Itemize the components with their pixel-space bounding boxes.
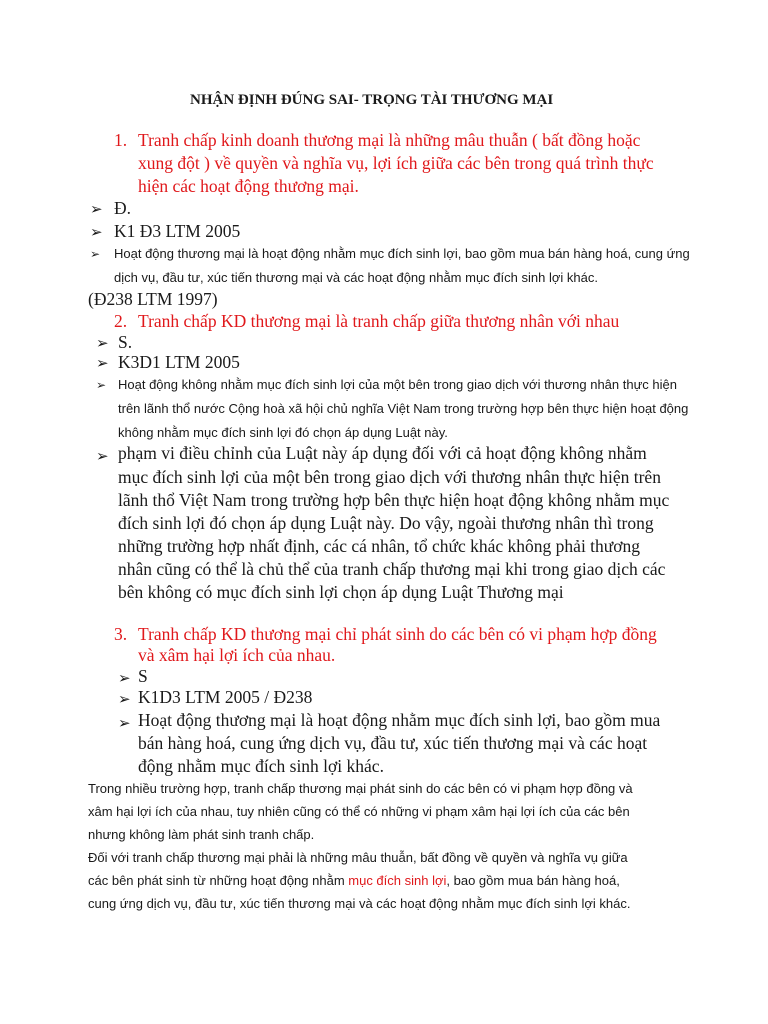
conclusion-line: xâm hại lợi ích của nhau, tuy nhiên cũng có thể có những vi phạm xâm hại lợi ích của các bên [88,804,630,819]
arrow-bullet-icon: ➢ [118,669,131,687]
conclusion-line: cung ứng dịch vụ, đầu tư, xúc tiến thương mại và các hoạt động nhằm mục đích sinh lợi khác. [88,896,631,911]
conclusion-line [88,873,620,888]
conclusion-text: các bên phát sinh từ những hoạt động nhằm [88,873,349,888]
law-quote-3-line: Hoạt động thương mại là hoạt động nhằm mục đích sinh lợi, bao gồm mua [138,710,661,730]
question-2-line: Tranh chấp KD thương mại là tranh chấp giữa thương nhân với nhau [138,311,620,331]
legal-basis-1: K1 Đ3 LTM 2005 [114,221,241,241]
explanation-2-line: nhân cũng có thể là chủ thể của tranh chấp thương mại khi trong giao dịch các [118,559,666,579]
arrow-bullet-icon: ➢ [90,247,101,261]
question-2-number: 2. [114,311,128,331]
answer-1: Đ. [114,198,132,218]
page-title: NHẬN ĐỊNH ĐÚNG SAI- TRỌNG TÀI THƯƠNG MẠI [190,92,554,108]
explanation-2-line: đích sinh lợi đó chọn áp dụng Luật này. Do vậy, ngoài thương nhân thì trong [118,513,654,533]
conclusion-line: Trong nhiều trường hợp, tranh chấp thương mại phát sinh do các bên có vi phạm hợp đồng và [88,781,633,796]
explanation-2-line: lãnh thổ Việt Nam trong trường hợp bên thực hiện hoạt động không nhằm mục [118,490,670,510]
law-quote-2-line: không nhằm mục đích sinh lợi đó chọn áp dụng Luật này. [118,425,448,440]
answer-2: S. [118,332,133,352]
legal-basis-2: K3D1 LTM 2005 [118,352,240,372]
arrow-bullet-icon: ➢ [96,334,109,352]
law-quote-3-line: bán hàng hoá, cung ứng dịch vụ, đầu tư, xúc tiến thương mại và các hoạt [138,733,648,753]
arrow-bullet-icon: ➢ [96,354,109,372]
conclusion-text: , bao gồm mua bán hàng hoá, [446,873,620,888]
law-quote-2-line: Hoạt động không nhằm mục đích sinh lợi của một bên trong giao dịch với thương nhân thực hiện [118,377,677,392]
answer-3: S [138,666,148,686]
conclusion-line: Đối với tranh chấp thương mại phải là những mâu thuẫn, bất đồng về quyền và nghĩa vụ giữa [88,850,628,865]
law-quote-1-line: dịch vụ, đầu tư, xúc tiến thương mại và các hoạt động nhằm mục đích sinh lợi khác. [114,270,598,285]
arrow-bullet-icon: ➢ [90,200,103,218]
article-note-1: (Đ238 LTM 1997) [88,289,218,309]
arrow-bullet-icon: ➢ [118,690,131,708]
question-3-number: 3. [114,624,128,644]
explanation-2-line: phạm vi điều chỉnh của Luật này áp dụng đối với cả hoạt động không nhằm [118,443,647,463]
question-1-number: 1. [114,130,128,150]
law-quote-3-line: động nhằm mục đích sinh lợi khác. [138,756,384,776]
question-1-line: hiện các hoạt động thương mại. [138,176,359,196]
arrow-bullet-icon: ➢ [96,378,107,392]
law-quote-2-line: trên lãnh thổ nước Cộng hoà xã hội chủ nghĩa Việt Nam trong trường hợp bên thực hiện hoạt động [118,401,689,416]
explanation-2-line: những trường hợp nhất định, các cá nhân, tổ chức khác không phải thương [118,536,641,556]
arrow-bullet-icon: ➢ [90,223,103,241]
law-quote-1-line: Hoạt động thương mại là hoạt động nhằm mục đích sinh lợi, bao gồm mua bán hàng hoá, cung ứng [114,246,690,261]
arrow-bullet-icon: ➢ [118,714,131,732]
highlighted-phrase: mục đích sinh lợi [348,873,447,888]
question-1-line: xung đột ) về quyền và nghĩa vụ, lợi ích giữa các bên trong quá trình thực [138,153,654,173]
explanation-2-line: mục đích sinh lợi của một bên trong giao dịch với thương nhân thực hiện trên [118,467,661,487]
question-1-line: Tranh chấp kinh doanh thương mại là những mâu thuẫn ( bất đồng hoặc [138,130,641,150]
legal-basis-3: K1D3 LTM 2005 / Đ238 [138,687,313,707]
conclusion-line: nhưng không làm phát sinh tranh chấp. [88,827,315,842]
explanation-2-line: bên không có mục đích sinh lợi chọn áp dụng Luật Thương mại [118,582,564,602]
arrow-bullet-icon: ➢ [96,447,109,465]
question-3-line: và xâm hại lợi ích của nhau. [138,645,336,665]
question-3-line: Tranh chấp KD thương mại chỉ phát sinh do các bên có vi phạm hợp đồng [138,624,657,644]
